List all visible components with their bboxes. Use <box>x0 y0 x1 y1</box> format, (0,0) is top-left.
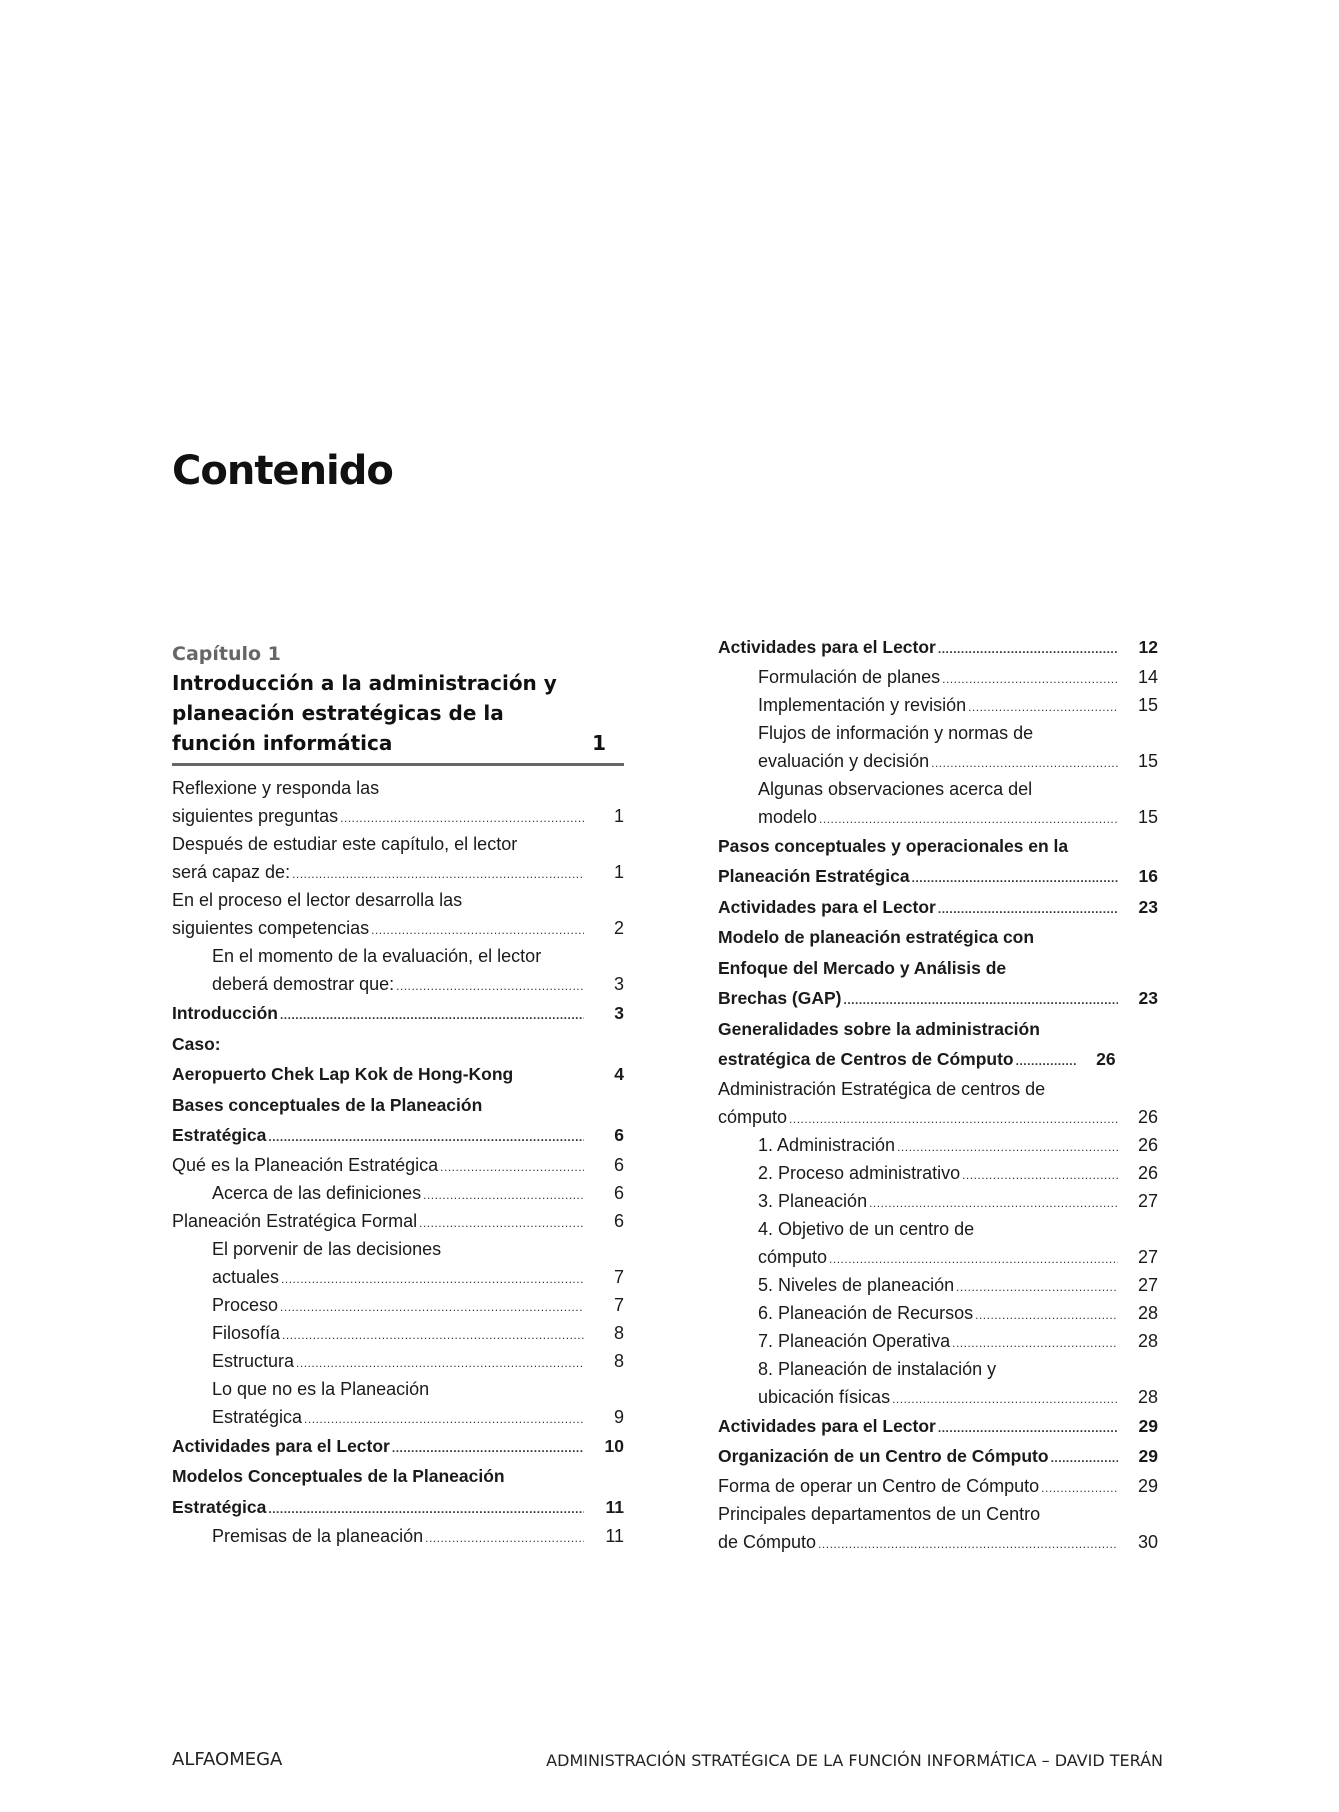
toc-entry-text: 4. Objetivo de un centro de <box>758 1218 975 1239</box>
toc-entry-text: Forma de operar un Centro de Cómputo <box>718 1475 1040 1496</box>
toc-page-number: 28 <box>1137 1330 1158 1351</box>
toc-entry <box>718 1187 1158 1215</box>
toc-entry <box>718 719 1158 775</box>
toc-entry-text: 6. Planeación de Recursos <box>758 1302 974 1323</box>
toc-entry-text: deberá demostrar que: <box>212 974 395 994</box>
dot-leader <box>340 804 584 832</box>
toc-entry-text: Aeropuerto Chek Lap Kok de Hong-Kong <box>172 1064 514 1084</box>
toc-page-number: 23 <box>1138 896 1158 917</box>
toc-page-number: 3 <box>613 974 624 994</box>
dot-leader <box>952 1329 1118 1357</box>
toc-entry-text: Brechas (GAP) <box>718 988 842 1008</box>
toc-entry-text: Proceso <box>212 1294 279 1315</box>
toc-entry <box>172 942 624 998</box>
toc-entry-text: Estratégica <box>172 1125 267 1145</box>
toc-entry-text: Introducción <box>172 1003 278 1023</box>
toc-page-number: 27 <box>1137 1274 1158 1295</box>
dot-leader <box>869 1189 1118 1217</box>
toc-entry-text: Enfoque del Mercado y Análisis de <box>718 957 1007 978</box>
toc-entry-text: modelo <box>758 806 818 827</box>
toc-page-number: 7 <box>613 1294 624 1315</box>
dot-leader <box>942 665 1118 693</box>
dot-leader <box>975 1301 1118 1329</box>
page-title: Contenido <box>172 448 393 494</box>
toc-entry <box>718 1411 1158 1442</box>
toc-page-number: 26 <box>1137 1134 1158 1155</box>
toc-entry <box>172 1235 624 1291</box>
toc-page-number: 28 <box>1137 1302 1158 1323</box>
toc-entry <box>172 1029 624 1090</box>
toc-entry <box>172 1347 624 1375</box>
dot-leader <box>789 1105 1118 1133</box>
toc-entry-text: cómputo <box>758 1246 828 1267</box>
chapter-page-number: 1 <box>592 731 606 755</box>
toc-page-number: 15 <box>1137 694 1158 715</box>
toc-entry <box>172 1461 624 1522</box>
toc-entry-text: Acerca de las definiciones <box>212 1182 422 1203</box>
toc-page-number: 12 <box>1138 637 1158 657</box>
toc-entry <box>718 1159 1158 1187</box>
toc-entry-text: Modelos Conceptuales de la Planeación <box>172 1466 505 1486</box>
toc-entry <box>172 1207 624 1235</box>
toc-page-number: 26 <box>1137 1162 1158 1183</box>
chapter-title-line: Introducción a la administración y <box>172 671 557 695</box>
dot-leader <box>425 1524 584 1552</box>
toc-entry-text: En el proceso el lector desarrolla las <box>172 890 463 910</box>
chapter-label: Capítulo 1 <box>172 643 281 665</box>
toc-page-number: 9 <box>613 1406 624 1427</box>
toc-entry <box>718 1215 1158 1271</box>
toc-entry <box>718 1441 1158 1472</box>
toc-page-number: 23 <box>1138 988 1158 1008</box>
toc-entry-text: Filosofía <box>212 1322 281 1343</box>
chapter-title-line: planeación estratégicas de la <box>172 701 504 725</box>
toc-page-number: 11 <box>605 1526 624 1546</box>
toc-entry-text: Actividades para el Lector <box>172 1435 390 1456</box>
toc-page-number: 11 <box>605 1496 624 1517</box>
dot-leader <box>423 1181 584 1209</box>
toc-entry-text: Bases conceptuales de la Planeación <box>172 1094 483 1115</box>
toc-entry <box>718 691 1158 719</box>
dot-leader <box>1051 1443 1118 1474</box>
toc-entry <box>718 663 1158 691</box>
toc-page-number: 8 <box>613 1322 624 1343</box>
toc-entry-text: evaluación y decisión <box>758 750 930 771</box>
chapter-title-line: función informática <box>172 731 393 755</box>
toc-entry <box>718 922 1158 1014</box>
toc-entry-text: 8. Planeación de instalación y <box>758 1358 997 1379</box>
toc-entry-text: Qué es la Planeación Estratégica <box>172 1154 439 1175</box>
footer-book-title: ADMINISTRACIÓN STRATÉGICA DE LA FUNCIÓN INFORMÁTICA – DAVID TERÁN <box>546 1751 1163 1770</box>
dot-leader <box>304 1405 584 1433</box>
dot-leader <box>371 916 584 944</box>
toc-entry <box>172 830 624 886</box>
toc-page-number: 7 <box>613 1266 624 1287</box>
toc-entry-text: actuales <box>212 1266 280 1287</box>
toc-page-number: 1 <box>613 862 624 882</box>
dot-leader <box>282 1321 584 1349</box>
dot-leader <box>280 1293 584 1321</box>
toc-entry <box>172 1522 624 1550</box>
toc-entry <box>172 886 624 942</box>
toc-entry-text: 3. Planeación <box>758 1190 868 1211</box>
toc-entry <box>172 1291 624 1319</box>
dot-leader <box>392 1433 584 1464</box>
dot-leader <box>396 972 584 1000</box>
toc-entry <box>718 1500 1158 1556</box>
toc-entry-text: Principales departamentos de un Centro <box>718 1503 1041 1524</box>
dot-leader <box>268 1494 584 1525</box>
dot-leader <box>296 1349 584 1377</box>
toc-entry <box>172 1090 624 1151</box>
toc-page-number: 15 <box>1137 750 1158 771</box>
dot-leader <box>897 1133 1118 1161</box>
dot-leader <box>1041 1474 1118 1502</box>
dot-leader <box>268 1122 584 1153</box>
chapter-divider <box>172 763 624 766</box>
toc-entry <box>172 1431 624 1462</box>
toc-entry <box>718 1014 1158 1075</box>
toc-entry <box>172 1151 624 1179</box>
toc-entry-text: Modelo de planeación estratégica con <box>718 927 1035 947</box>
dot-leader <box>1016 1046 1076 1077</box>
dot-leader <box>938 634 1118 665</box>
dot-leader <box>280 1000 584 1031</box>
toc-entry-text: Después de estudiar este capítulo, el lector <box>172 834 518 854</box>
toc-entry-text: Actividades para el Lector <box>718 637 936 657</box>
dot-leader <box>292 860 584 888</box>
toc-entry <box>172 998 624 1029</box>
toc-page-number: 29 <box>1138 1415 1158 1436</box>
toc-page-number: 8 <box>613 1350 624 1371</box>
toc-entry-text: En el momento de la evaluación, el lector <box>212 946 542 966</box>
toc-entry <box>718 1131 1158 1159</box>
toc-page-number: 10 <box>604 1435 624 1456</box>
toc-entry-text: Planeación Estratégica Formal <box>172 1210 418 1231</box>
toc-entry <box>172 774 624 830</box>
toc-page-number: 27 <box>1137 1246 1158 1267</box>
toc-entry <box>718 1355 1158 1411</box>
toc-page-number: 29 <box>1138 1446 1158 1466</box>
toc-entry <box>718 1271 1158 1299</box>
toc-entry-text: Generalidades sobre la administración <box>718 1018 1040 1039</box>
dot-leader <box>962 1161 1118 1189</box>
toc-entry <box>718 1327 1158 1355</box>
toc-entry <box>718 1075 1158 1131</box>
toc-entry-text: ubicación físicas <box>758 1386 891 1407</box>
toc-entry-text: cómputo <box>718 1106 788 1127</box>
toc-page-number: 4 <box>614 1064 624 1084</box>
toc-entry-text: Caso: <box>172 1033 221 1054</box>
toc-entry-text: Algunas observaciones acerca del <box>758 778 1033 799</box>
toc-entry-text: de Cómputo <box>718 1531 817 1552</box>
toc-entry <box>718 831 1158 892</box>
toc-entry-text: Pasos conceptuales y operacionales en la <box>718 835 1069 856</box>
dot-leader <box>892 1385 1118 1413</box>
chapter-title <box>172 668 624 758</box>
dot-leader <box>281 1265 584 1293</box>
toc-page-number: 6 <box>614 1125 624 1145</box>
toc-page-number: 1 <box>613 806 624 826</box>
toc-entry <box>172 1375 624 1431</box>
toc-entry-list <box>172 774 624 1550</box>
dot-leader <box>938 1413 1118 1444</box>
toc-entry <box>718 1472 1158 1500</box>
dot-leader <box>419 1209 584 1237</box>
toc-entry-text: Estructura <box>212 1350 295 1371</box>
toc-left-column <box>172 640 624 1550</box>
toc-entry-text: será capaz de: <box>172 862 291 882</box>
toc-page-number: 30 <box>1137 1531 1158 1552</box>
toc-entry <box>172 1319 624 1347</box>
toc-entry-text: El porvenir de las decisiones <box>212 1238 442 1259</box>
toc-page-number: 3 <box>614 1003 624 1023</box>
toc-page-number: 29 <box>1137 1475 1158 1496</box>
toc-entry-text: Reflexione y responda las <box>172 778 380 798</box>
toc-entry <box>718 892 1158 923</box>
toc-entry-text: estratégica de Centros de Cómputo <box>718 1049 1014 1069</box>
toc-entry <box>718 1299 1158 1327</box>
toc-page-number: 26 <box>1137 1106 1158 1127</box>
toc-entry-text: Formulación de planes <box>758 666 941 687</box>
dot-leader <box>844 985 1118 1016</box>
toc-entry-text: Administración Estratégica de centros de <box>718 1078 1046 1099</box>
dot-leader <box>912 863 1118 894</box>
toc-entry-text: Actividades para el Lector <box>718 1415 936 1436</box>
toc-entry-text: Lo que no es la Planeación <box>212 1378 430 1399</box>
toc-entry-text: siguientes preguntas <box>172 806 339 826</box>
toc-page-number: 15 <box>1137 806 1158 827</box>
toc-entry-text: Flujos de información y normas de <box>758 722 1034 743</box>
toc-entry-text: siguientes competencias <box>172 918 370 938</box>
toc-entry <box>172 1179 624 1207</box>
toc-page-number: 6 <box>613 1182 624 1203</box>
dot-leader <box>931 749 1118 777</box>
toc-entry-list <box>718 632 1158 1556</box>
toc-entry <box>718 775 1158 831</box>
toc-entry-text: Premisas de la planeación <box>212 1526 424 1546</box>
toc-page-number: 6 <box>613 1210 624 1231</box>
dot-leader <box>938 894 1118 925</box>
toc-page-number: 27 <box>1137 1190 1158 1211</box>
dot-leader <box>440 1153 584 1181</box>
dot-leader <box>819 805 1118 833</box>
toc-entry-text: 2. Proceso administrativo <box>758 1162 961 1183</box>
toc-entry-text: 1. Administración <box>758 1134 896 1155</box>
toc-entry-text: Planeación Estratégica <box>718 866 910 886</box>
toc-entry-text: Estratégica <box>172 1496 267 1517</box>
toc-entry <box>718 632 1158 663</box>
toc-page-number: 14 <box>1137 666 1158 687</box>
toc-entry-text: Estratégica <box>212 1406 303 1427</box>
toc-page-number: 26 <box>1096 1049 1116 1069</box>
toc-entry-text: 5. Niveles de planeación <box>758 1274 955 1295</box>
toc-page-number: 2 <box>613 918 624 938</box>
footer-publisher: ALFAOMEGA <box>172 1749 283 1770</box>
dot-leader <box>968 693 1118 721</box>
dot-leader <box>829 1245 1118 1273</box>
toc-page-number: 6 <box>613 1154 624 1175</box>
toc-right-column <box>718 632 1158 1556</box>
toc-page-number: 28 <box>1137 1386 1158 1407</box>
dot-leader <box>818 1530 1118 1558</box>
toc-page-number: 16 <box>1138 866 1158 886</box>
toc-entry-text: Implementación y revisión <box>758 694 967 715</box>
toc-entry-text: Organización de un Centro de Cómputo <box>718 1446 1049 1466</box>
toc-entry-text: Actividades para el Lector <box>718 896 936 917</box>
dot-leader <box>956 1273 1118 1301</box>
toc-entry-text: 7. Planeación Operativa <box>758 1330 951 1351</box>
